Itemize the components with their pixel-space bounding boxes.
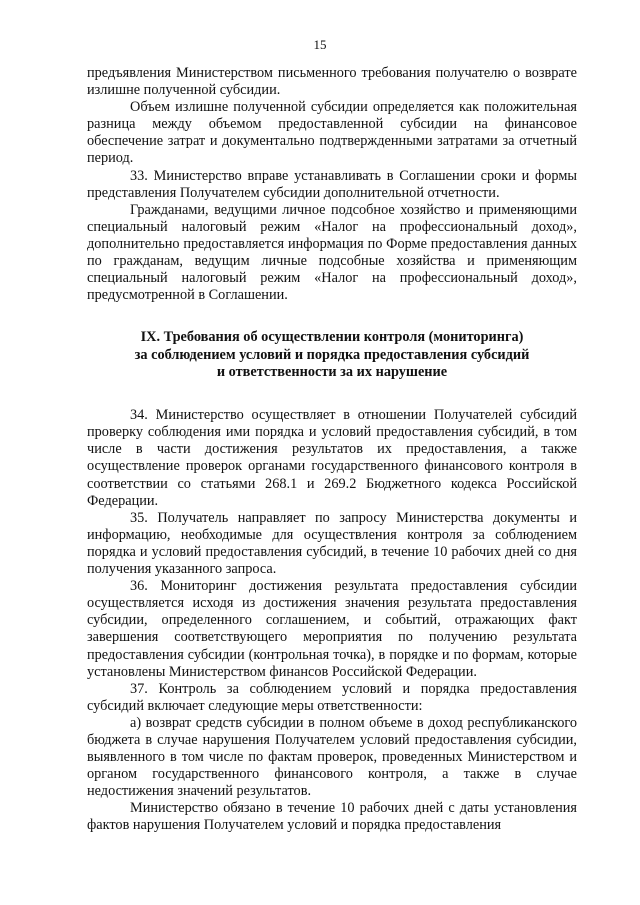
paragraph: предъявления Министерством письменного требования получателю о возврате излишне полученной субсидии.	[87, 65, 577, 99]
section-heading-line: за соблюдением условий и порядка предоставления субсидий	[134, 346, 530, 363]
paragraph: 35. Получатель направляет по запросу Министерства документы и информацию, необходимые для осуществления контроля за соблюдением порядка и условий предоставления субсидий, в течение 10 рабочих дней со дня получения указанного запроса.	[87, 509, 577, 578]
page-body	[87, 65, 577, 835]
paragraph: а) возврат средств субсидии в полном объеме в доход республиканского бюджета в случае нарушения Получателем условий предоставления субсидии, выявленного в том числе по фактам проверок, проведенных Министерством и органом государственного финансового контроля, а также в случае недостижения значений результатов.	[87, 714, 577, 800]
paragraph: Объем излишне полученной субсидии определяется как положительная разница между объемом предоставленной субсидии на финансовое обеспечение затрат и документально подтвержденными затратами за отчетный период.	[87, 99, 577, 167]
paragraph: 37. Контроль за соблюдением условий и порядка предоставления субсидий включает следующие меры ответственности:	[87, 680, 577, 714]
paragraph: Министерство обязано в течение 10 рабочих дней с даты установления фактов нарушения Получателем условий и порядка предоставления	[87, 800, 577, 834]
paragraph: 34. Министерство осуществляет в отношении Получателей субсидий проверку соблюдения ими порядка и условий предоставления субсидий, в том числе в части достижения результатов их предоставления, а также осуществление проверок органами государственного финансового контроля в соответствии со статьями 268.1 и 269.2 Бюджетного кодекса Российской Федерации.	[87, 407, 577, 509]
section-heading-line: IX. Требования об осуществлении контроля (мониторинга)	[140, 329, 524, 346]
paragraph: Гражданами, ведущими личное подсобное хозяйство и применяющими специальный налоговый режим «Налог на профессиональный доход», дополнительно предоставляется информация по Форме предоставления данных по гражданам, ведущим личные подсобные хозяйства и применяющим специальный налоговый режим «Налог на профессиональный доход», предусмотренной в Соглашении.	[87, 201, 577, 304]
section-heading	[87, 329, 577, 381]
section-heading-line: и ответственности за их нарушение	[216, 363, 448, 380]
page-number: 15	[313, 37, 327, 52]
paragraph: 33. Министерство вправе устанавливать в Соглашении сроки и формы представления Получателем субсидии дополнительной отчетности.	[87, 167, 577, 201]
paragraph: 36. Мониторинг достижения результата предоставления субсидии осуществляется исходя из достижения значения результата предоставления субсидии, определенного соглашением, и событий, отражающих факт завершения соответствующего мероприятия по получению результата предоставления субсидии (контрольная точка), в порядке и по формам, которые установлены Министерством финансов Российской Федерации.	[87, 578, 577, 680]
